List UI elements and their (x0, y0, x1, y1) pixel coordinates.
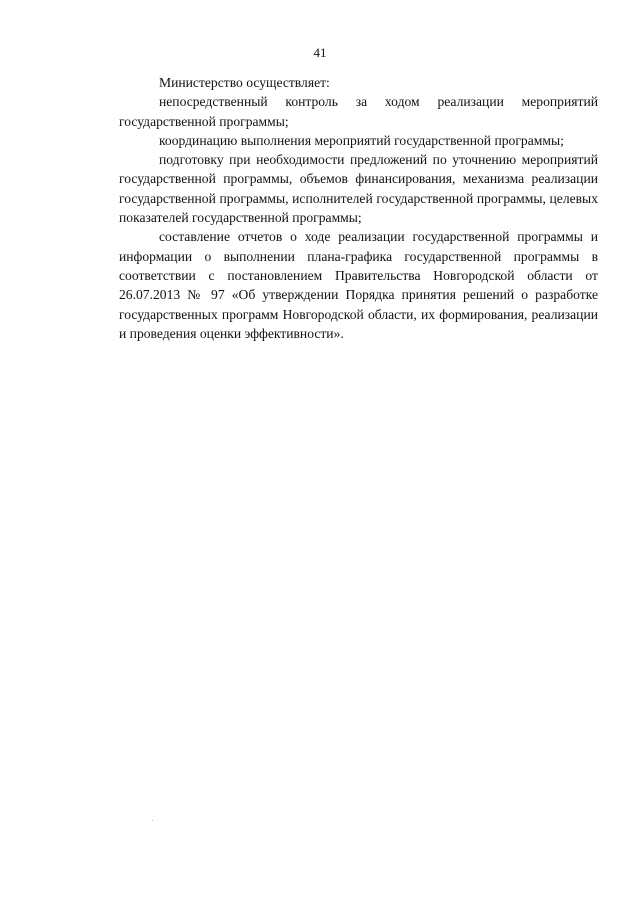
paragraph-proposals: подготовку при необходимости предложений по уточнению мероприятий государственной программы, объемов финансирования, механизма реализации государственной программы, исполнителей государственной программы, целевых показателей государственной программы; (119, 152, 598, 226)
paragraph-coordination: координацию выполнения мероприятий государственной программы; (159, 132, 564, 148)
page-number: 41 (313, 45, 327, 60)
paragraph-direct-control: непосредственный контроль за ходом реализации мероприятий государственной программы; (119, 94, 598, 129)
paragraph-ministry-intro: Министерство осуществляет: (159, 75, 330, 90)
scan-speck (152, 820, 153, 821)
document-body (119, 73, 598, 343)
paragraph-reports: составление отчетов о ходе реализации государственной программы и информации о выполнении плана-графика государственной программы в соответствии с постановлением Правительства Новгородской области от 26.07.2013 № 97 «Об утверждении Порядка принятия решений о разработке государственных программ Новгородской области, их формирования, реализации и проведения оценки эффективности». (119, 229, 598, 341)
